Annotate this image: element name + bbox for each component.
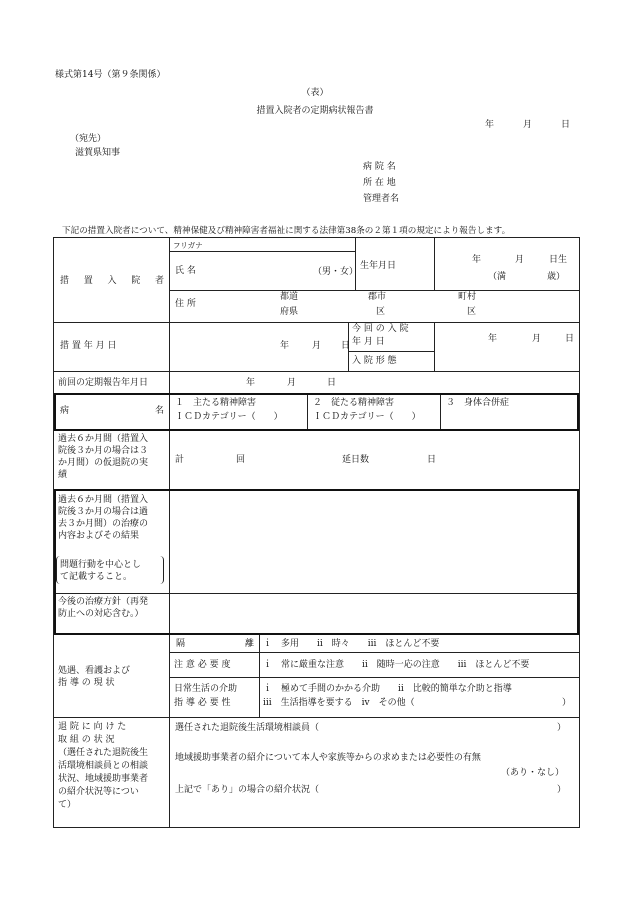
label-glyph: 者	[154, 276, 164, 286]
hospital-manager-label: 管理者名	[363, 194, 400, 204]
isolation-options[interactable]: ｉ 多用 ⅱ 時々 ⅲ ほとんど不要	[263, 639, 440, 649]
birth-year: 年	[472, 255, 482, 265]
daily-care-options-1[interactable]: ｉ 極めて手間のかかる介助 ⅱ 比較的簡単な介助と指導	[263, 684, 512, 694]
previous-report-label: 前回の定期報告年月日	[58, 378, 149, 388]
daily-care-options-2[interactable]: ⅲ 生活指導を要する ⅳ その他（	[263, 698, 415, 708]
sub-icd-category[interactable]: ＩＣＤカテゴリー（ ）	[313, 412, 421, 422]
patient-label	[60, 275, 164, 287]
leave-total-label: 計	[175, 455, 185, 465]
referral-status-field[interactable]: 上記で「あり」の場合の紹介状況（	[175, 785, 320, 795]
isolation-label	[176, 638, 254, 650]
report-date-year: 年	[485, 120, 495, 130]
admission-date-label: 措 置 年 月 日	[60, 341, 117, 351]
physical-complication: ３ 身体合併症	[446, 398, 510, 408]
birth-day: 日生	[549, 255, 568, 265]
admission-month: 月	[312, 341, 322, 351]
city-label-2: 区	[376, 307, 386, 317]
care-label: 処遇、看護および 指 導 の 現 状	[58, 666, 131, 688]
age-open: （満	[488, 272, 507, 282]
current-admission-month: 月	[532, 334, 542, 344]
current-admission-label: 今 回 の 入 院	[352, 324, 409, 334]
referral-options[interactable]: （あり・なし）	[500, 768, 564, 778]
report-form	[53, 237, 580, 828]
label-glyph: 措	[60, 276, 70, 286]
addressee: 滋賀県知事	[75, 148, 121, 158]
current-admission-label-2: 年 月 日	[352, 337, 385, 347]
sub-disorder: ２ 従たる精神障害	[313, 398, 395, 408]
previous-day: 日	[327, 378, 337, 388]
age-close: 歳）	[547, 272, 566, 282]
label-glyph: 隔	[176, 639, 186, 649]
hospital-address-label: 所 在 地	[363, 178, 396, 188]
report-date-day: 日	[561, 120, 571, 130]
discharge-label: 退 院 に 向 け た 取 組 の 状 況 （選任された退院後生 活環境相談員との相談 状況、地域援助事業者 の紹介状況等につい て）	[58, 722, 149, 810]
birth-date-label: 生年月日	[360, 261, 397, 271]
sex-field[interactable]: （男・女）	[313, 267, 359, 277]
form-title: 措置入院者の定期病状報告書	[256, 106, 374, 116]
leave-days-unit: 日	[427, 455, 437, 465]
previous-month: 月	[287, 378, 297, 388]
referral-need-text: 地域援助事業者の紹介について本人や家族等からの求めまたは必要性の有無	[175, 753, 481, 763]
pref-label-1: 都道	[280, 292, 299, 302]
city-label-1: 郡市	[368, 292, 387, 302]
label-glyph: 置	[83, 276, 93, 286]
current-admission-day: 日	[565, 334, 575, 344]
main-disorder: １ 主たる精神障害	[175, 398, 257, 408]
referral-status-close-paren: ）	[557, 785, 567, 795]
pref-label-2: 府県	[280, 307, 299, 317]
label-glyph: 離	[244, 639, 254, 649]
leave-times-unit: 回	[236, 455, 246, 465]
furigana-label: フリガナ	[173, 241, 203, 250]
current-admission-year: 年	[488, 334, 498, 344]
hospital-name-label: 病 院 名	[363, 162, 396, 172]
treatment-label: 過去６か月間（措置入 院後３か月の場合は過 去３か月間）の治療の 内容およびその結果	[58, 495, 149, 541]
counselor-close-paren: ）	[557, 723, 567, 733]
attention-label: 注 意 必 要 度	[174, 660, 231, 670]
birth-month: 月	[515, 255, 525, 265]
counselor-field[interactable]: 選任された退院後生活環境相談員（	[175, 723, 320, 733]
town-label-2: 区	[467, 307, 477, 317]
town-label-1: 町村	[458, 292, 477, 302]
label-glyph: 名	[154, 406, 164, 416]
daily-care-label-2: 指 導 必 要 性	[174, 698, 231, 708]
admission-day: 日	[341, 341, 351, 351]
form-side-label: （表）	[301, 88, 329, 98]
label-glyph: 院	[131, 276, 141, 286]
admission-form-label: 入 院 形 態	[352, 356, 397, 366]
intro-text: 下記の措置入院者について、精神保健及び精神障害者福祉に関する法律第38条の２第１項の規定により報告します。	[62, 226, 511, 236]
treatment-note: 問題行動を中心とし て記載すること。	[60, 560, 142, 582]
policy-label: 今後の治療方針（再発 防止への対応含む。）	[58, 597, 149, 619]
name-label: 氏 名	[175, 266, 196, 276]
label-glyph: 病	[60, 406, 70, 416]
leave-days-label: 延日数	[342, 455, 370, 465]
admission-year: 年	[280, 341, 290, 351]
attention-options[interactable]: ｉ 常に厳重な注意 ⅱ 随時一応の注意 ⅲ ほとんど不要	[263, 660, 530, 670]
daily-care-label-1: 日常生活の介助	[174, 684, 238, 694]
address-label: 住 所	[175, 299, 196, 309]
label-glyph: 入	[107, 276, 117, 286]
disease-label	[60, 405, 164, 417]
report-date-month: 月	[523, 120, 533, 130]
previous-year: 年	[246, 378, 256, 388]
leave-label: 過去６か月間（措置入 院後３か月の場合は３ か月間）の仮退院の実 績	[58, 434, 149, 480]
form-number: 様式第14号（第９条関係）	[55, 70, 166, 80]
main-icd-category[interactable]: ＩＣＤカテゴリー（ ）	[175, 412, 283, 422]
addressee-label: （宛先）	[70, 134, 107, 144]
daily-care-close-paren: ）	[562, 698, 572, 708]
